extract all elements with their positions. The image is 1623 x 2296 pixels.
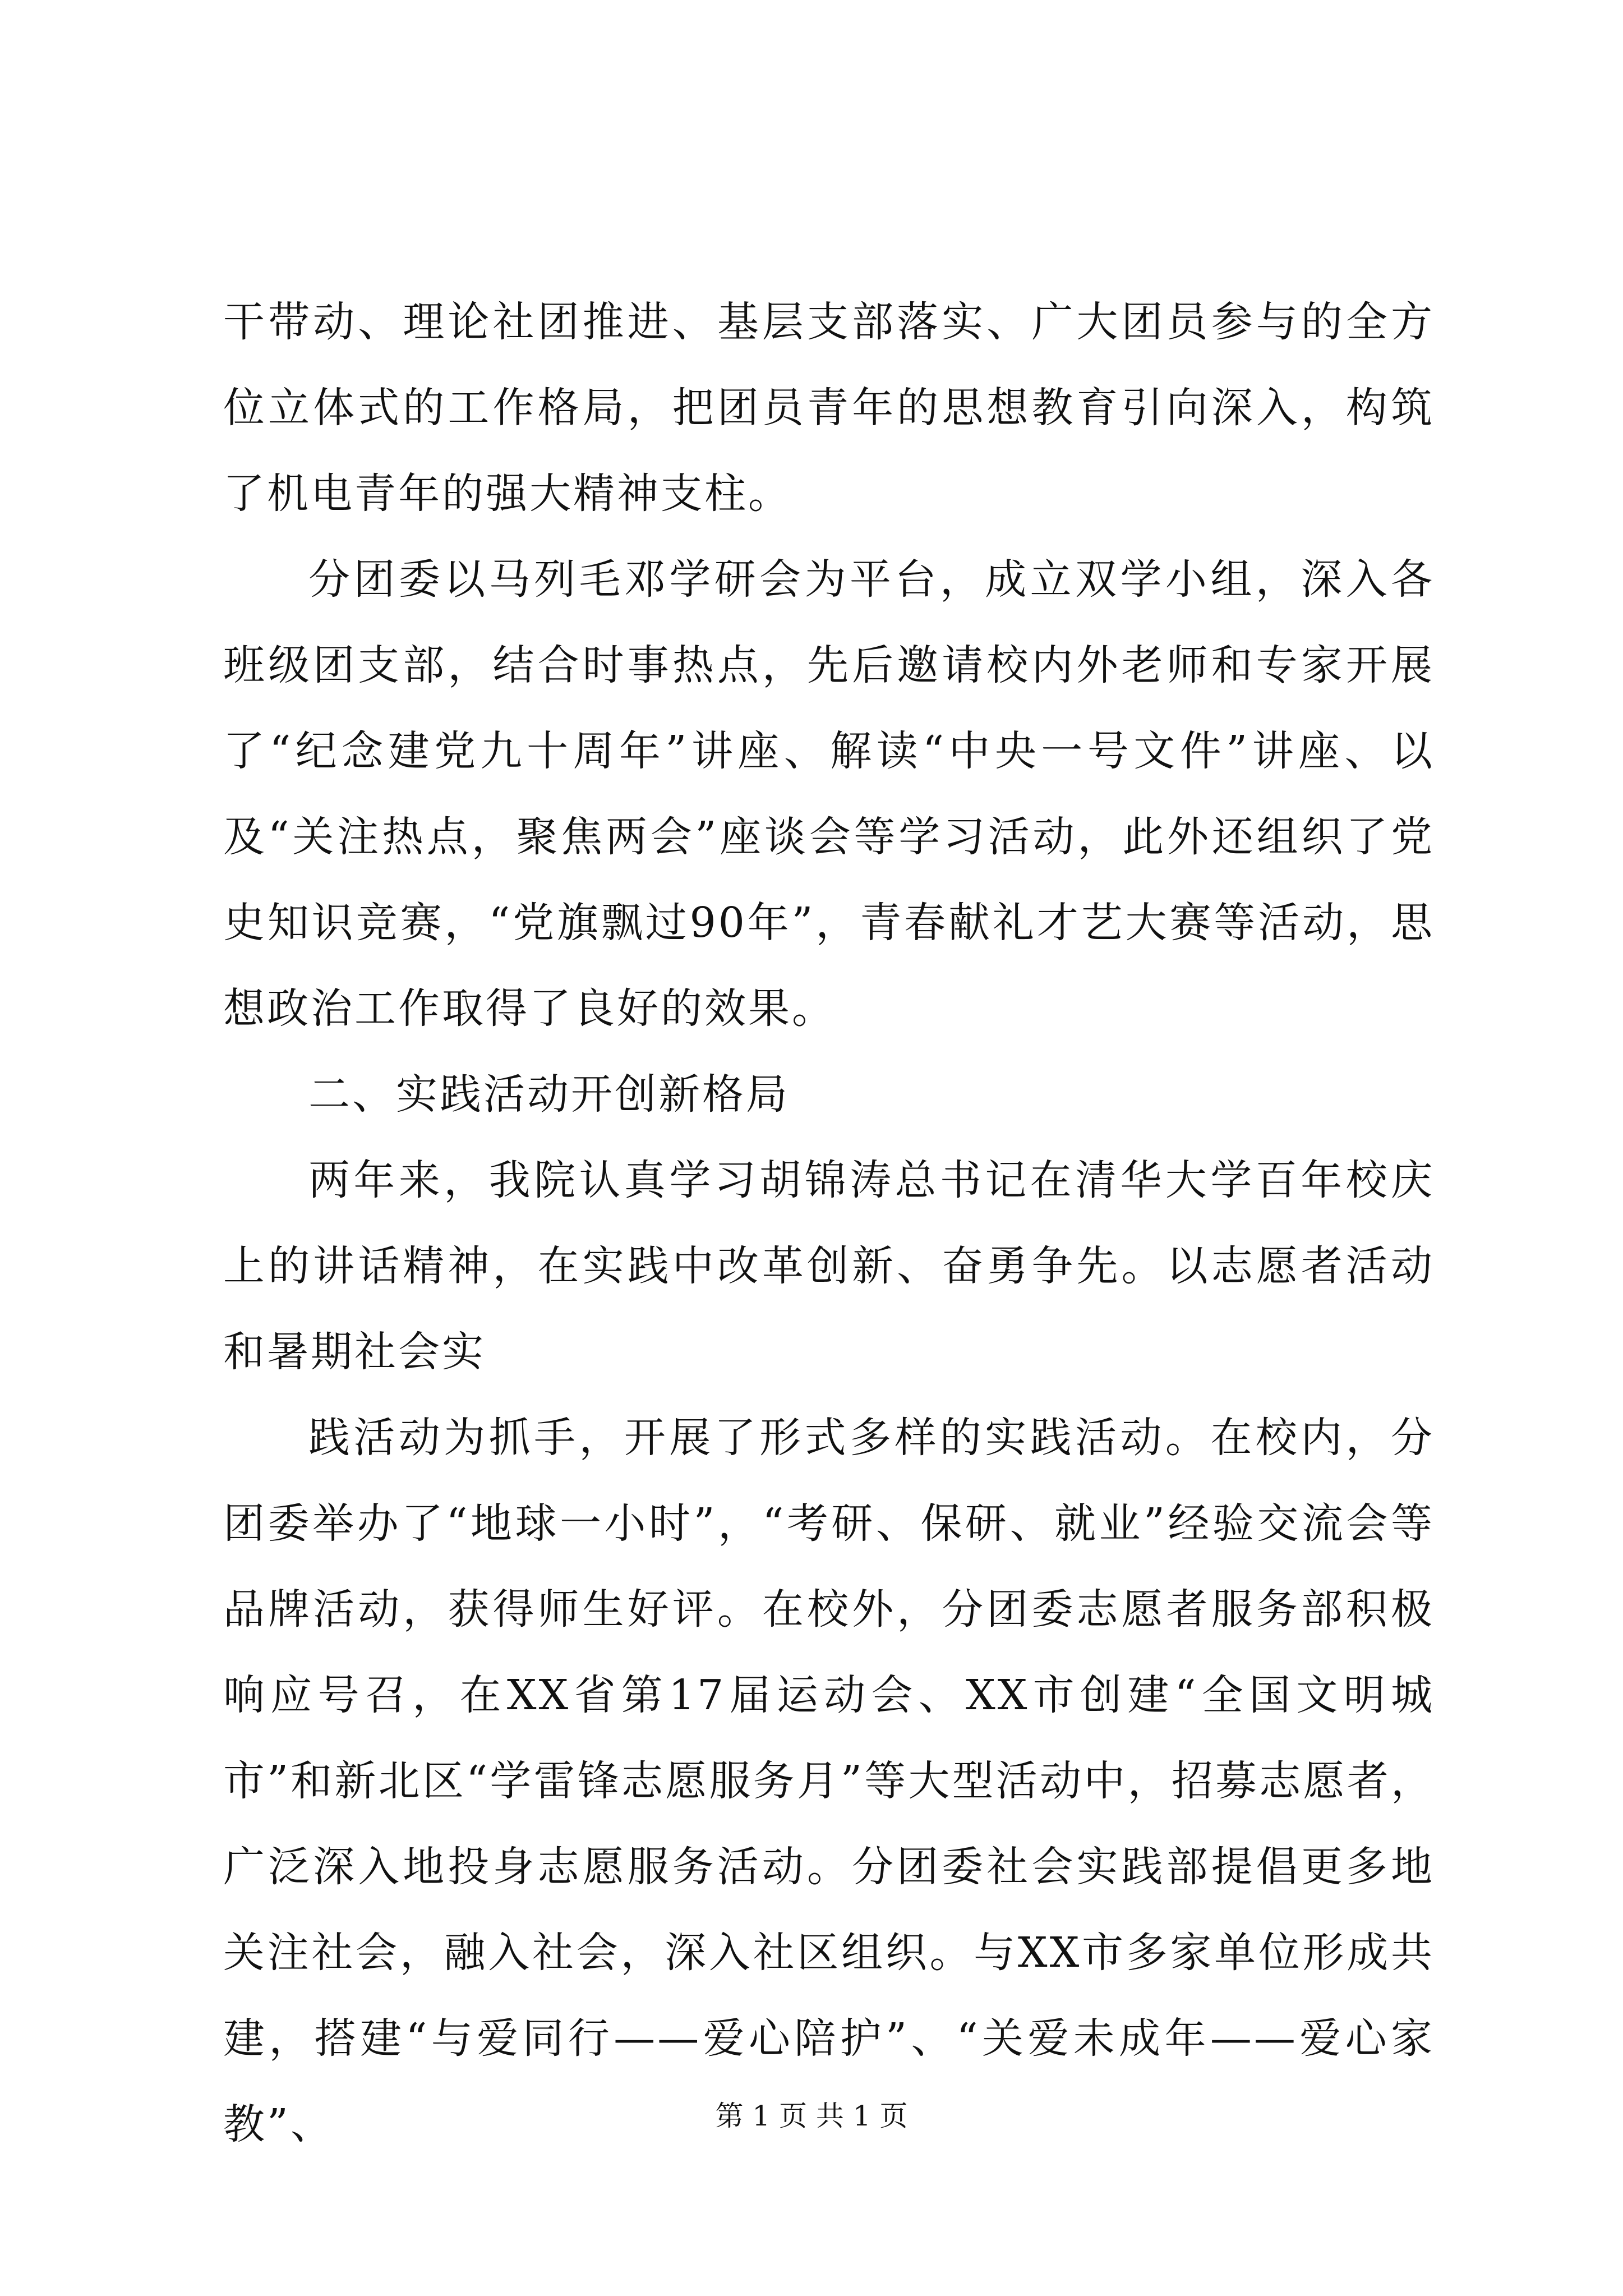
paragraph-1: 干带动、理论社团推进、基层支部落实、广大团员参与的全方位立体式的工作格局，把团员青年的思想教育引向深入，构筑了机电青年的强大精神支柱。 bbox=[223, 298, 1435, 518]
document-body bbox=[223, 279, 1435, 2168]
paragraph-3: 两年来，我院认真学习胡锦涛总书记在清华大学百年校庆上的讲话精神，在实践中改革创新、奋勇争先。以志愿者活动和暑期社会实 bbox=[223, 1156, 1435, 1376]
paragraph-4: 践活动为抓手，开展了形式多样的实践活动。在校内，分团委举办了“地球一小时”，“考研、保研、就业”经验交流会等品牌活动，获得师生好评。在校外，分团委志愿者服务部积极响应号召，在XX省第17届运动会、XX市创建“全国文明城市”和新北区“学雷锋志愿服务月”等大型活动中，招募志愿者，广泛深入地投身志愿服务活动。分团委社会实践部提倡更多地关注社会，融入社会，深入社区组织。与XX市多家单位形成共建，搭建“与爱同行——爱心陪护”、“关爱未成年——爱心家教”、 bbox=[223, 1414, 1435, 2148]
section-heading: 二、实践活动开创新格局 bbox=[308, 1070, 790, 1119]
page-footer: 第 1 页 共 1 页 bbox=[715, 2100, 908, 2132]
paragraph-2: 分团委以马列毛邓学研会为平台，成立双学小组，深入各班级团支部，结合时事热点，先后邀请校内外老师和专家开展了“纪念建党九十周年”讲座、解读“中央一号文件”讲座、以及“关注热点，聚焦两会”座谈会等学习活动，此外还组织了党史知识竞赛，“党旗飘过90年”，青春献礼才艺大赛等活动，思想政治工作取得了良好的效果。 bbox=[223, 555, 1435, 1033]
